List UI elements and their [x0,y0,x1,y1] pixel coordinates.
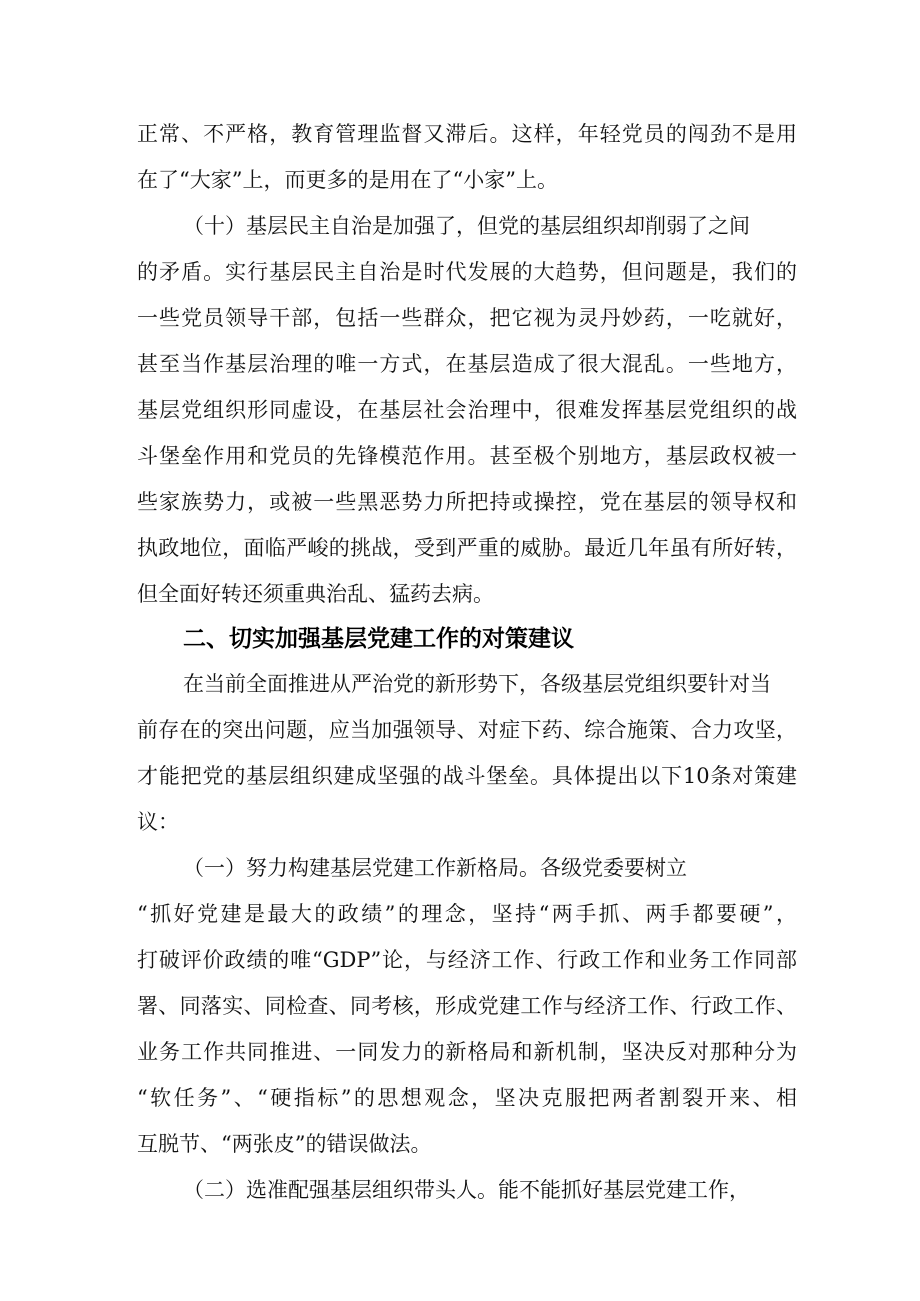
body-line: 但全面好转还须重典治乱、猛药去病。 [137,582,494,606]
body-line: 互脱节、“两张皮”的错误做法。 [137,1132,432,1156]
body-line: 基层党组织形同虚设，在基层社会治理中，很难发挥基层党组织的战 [137,398,797,422]
body-line: 业务工作共同推进、一同发力的新格局和新机制，坚决反对那种分为 [137,1040,797,1064]
paragraph-first-line: （一）努力构建基层党建工作新格局。各级党委要树立 [183,856,687,880]
body-line: “抓好党建是最大的政绩”的理念，坚持“两手抓、两手都要硬”， [137,902,797,926]
body-line: 议： [137,810,179,834]
body-line: 甚至当作基层治理的唯一方式，在基层造成了很大混乱。一些地方， [137,352,797,376]
body-line: 执政地位，面临严峻的挑战，受到严重的威胁。最近几年虽有所好转， [137,536,797,560]
body-line: 才能把党的基层组织建成坚强的战斗堡垒。具体提出以下10条对策建 [137,764,797,788]
body-line: 斗堡垒作用和党员的先锋模范作用。甚至极个别地方，基层政权被一 [137,444,797,468]
body-line: 打破评价政绩的唯“GDP”论，与经济工作、行政工作和业务工作同部 [137,948,797,972]
body-line: 在了“大家”上，而更多的是用在了“小家”上。 [137,168,558,192]
paragraph-first-line: （二）选准配强基层组织带头人。能不能抓好基层党建工作， [183,1178,750,1202]
body-line: 一些党员领导干部，包括一些群众，把它视为灵丹妙药，一吃就好， [137,306,797,330]
body-line: 正常、不严格，教育管理监督又滞后。这样，年轻党员的闯劲不是用 [137,122,797,146]
section-heading: 二、切实加强基层党建工作的对策建议 [183,626,574,652]
body-line: “软任务”、“硬指标”的思想观念，坚决克服把两者割裂开来、相 [137,1086,797,1110]
body-line: 署、同落实、同检查、同考核，形成党建工作与经济工作、行政工作、 [137,994,797,1018]
body-line: 些家族势力，或被一些黑恶势力所把持或操控，党在基层的领导权和 [137,490,797,514]
body-line: 的矛盾。实行基层民主自治是时代发展的大趋势，但问题是，我们的 [137,260,797,284]
paragraph-first-line: （十）基层民主自治是加强了，但党的基层组织却削弱了之间 [183,214,750,238]
paragraph-first-line: 在当前全面推进从严治党的新形势下，各级基层党组织要针对当 [183,672,771,696]
body-line: 前存在的突出问题，应当加强领导、对症下药、综合施策、合力攻坚， [137,718,797,742]
